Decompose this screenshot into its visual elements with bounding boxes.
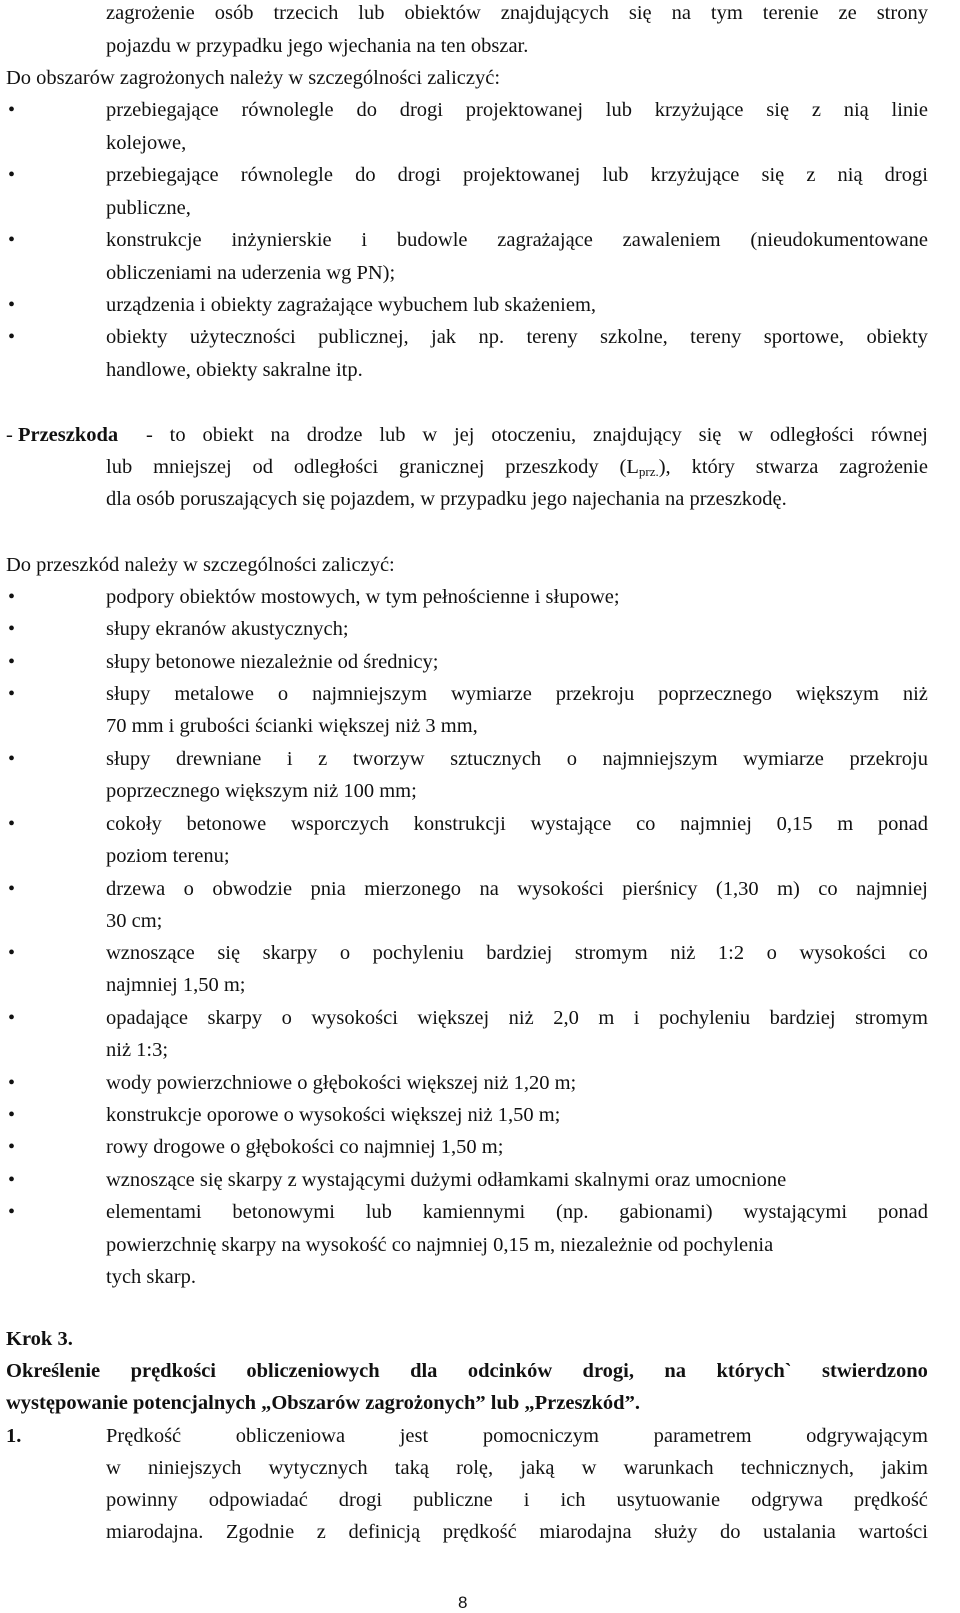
- list-item-line: słupy betonowe niezależnie od średnicy;: [106, 651, 439, 673]
- point-line-4: miarodajna. Zgodnie z definicją prędkość miarodajna służy do ustalania wartości: [106, 1521, 928, 1543]
- list-item-line: podpory obiektów mostowych, w tym pełnościenne i słupowe;: [106, 586, 620, 608]
- bullet-icon: •: [8, 294, 16, 316]
- subscript-prz: prz.: [638, 464, 659, 479]
- list-item-line: opadające skarpy o wysokości większej niż 2,0 m i pochyleniu bardziej stromym: [106, 1007, 928, 1029]
- list-item-line: przebiegające równolegle do drogi projektowanej lub krzyżujące się z nią drogi: [106, 164, 928, 186]
- step-title-line-1: Określenie prędkości obliczeniowych dla odcinków drogi, na których` stwierdzono: [6, 1360, 928, 1382]
- bullet-icon: •: [8, 1104, 16, 1126]
- intro-line-1: zagrożenie osób trzecich lub obiektów znajdujących się na tym terenie ze strony: [106, 2, 928, 24]
- page-number: 8: [458, 1593, 468, 1612]
- bullet-icon: •: [8, 164, 16, 186]
- point-line-3: powinny odpowiadać drogi publiczne i ich usytuowanie odgrywa prędkość: [106, 1489, 928, 1511]
- list-item-line: 30 cm;: [106, 910, 163, 932]
- bullet-icon: •: [8, 1072, 16, 1094]
- list-item-line: kolejowe,: [106, 132, 187, 154]
- bullet-icon: •: [8, 586, 16, 608]
- list-item-line: powierzchnię skarpy na wysokość co najmniej 0,15 m, niezależnie od pochylenia: [106, 1234, 774, 1256]
- list-item-line: rowy drogowe o głębokości co najmniej 1,50 m;: [106, 1136, 504, 1158]
- list-item-line: niż 1:3;: [106, 1039, 169, 1061]
- list-item-line: wznoszące się skarpy z wystającymi dużymi odłamkami skalnymi oraz umocnione: [106, 1169, 787, 1191]
- bullet-icon: •: [8, 683, 16, 705]
- bullet-icon: •: [8, 99, 16, 121]
- obstacles-heading: Do przeszkód należy w szczególności zaliczyć:: [6, 554, 395, 576]
- list-item-line: wody powierzchniowe o głębokości większej niż 1,20 m;: [106, 1072, 577, 1094]
- list-item-line: najmniej 1,50 m;: [106, 974, 246, 996]
- list-item-line: słupy ekranów akustycznych;: [106, 618, 349, 640]
- list-item-line: poziom terenu;: [106, 845, 230, 867]
- list-item-line: publiczne,: [106, 197, 191, 219]
- step-label: Krok 3.: [6, 1328, 73, 1350]
- list-item-line: konstrukcje oporowe o wysokości większej niż 1,50 m;: [106, 1104, 561, 1126]
- bullet-icon: •: [8, 229, 16, 251]
- bullet-icon: •: [8, 748, 16, 770]
- list-item-line: wznoszące się skarpy o pochyleniu bardziej stromym niż 1:2 o wysokości co: [106, 942, 928, 964]
- list-item-line: obiekty użyteczności publicznej, jak np. tereny szkolne, tereny sportowe, obiekty: [106, 326, 928, 348]
- list-item-line: drzewa o obwodzie pnia mierzonego na wysokości pierśnicy (1,30 m) co najmniej: [106, 878, 928, 900]
- list-item-line: urządzenia i obiekty zagrażające wybuchem lub skażeniem,: [106, 294, 597, 316]
- definition-line-1: - to obiekt na drodze lub w jej otoczeniu, znajdujący się w odległości równej: [146, 424, 928, 446]
- list-item-line: słupy drewniane i z tworzyw sztucznych o najmniejszym wymiarze przekroju: [106, 748, 928, 770]
- point-number: 1.: [6, 1425, 22, 1447]
- bullet-icon: •: [8, 813, 16, 835]
- bullet-icon: •: [8, 1169, 16, 1191]
- point-line-1: Prędkość obliczeniowa jest pomocniczym parametrem odgrywającym: [106, 1425, 928, 1447]
- list-item-line: obliczeniami na uderzenia wg PN);: [106, 262, 396, 284]
- list-item-line: elementami betonowymi lub kamiennymi (np. gabionami) wystającymi ponad: [106, 1201, 928, 1223]
- bullet-icon: •: [8, 1136, 16, 1158]
- bullet-icon: •: [8, 1201, 16, 1223]
- definition-line-2: lub mniejszej od odległości granicznej przeszkody $(L_{prz.})$, który stwarza zagrożenie: [106, 456, 928, 479]
- list-item-line: handlowe, obiekty sakralne itp.: [106, 359, 363, 381]
- list-item-line: konstrukcje inżynierskie i budowle zagrażające zawaleniem (nieudokumentowane: [106, 229, 928, 251]
- step-title-line-2: występowanie potencjalnych „Obszarów zagrożonych” lub „Przeszkód”.: [6, 1392, 640, 1414]
- list-item-line: przebiegające równolegle do drogi projektowanej lub krzyżujące się z nią linie: [106, 99, 928, 121]
- danger-areas-heading: Do obszarów zagrożonych należy w szczególności zaliczyć:: [6, 67, 501, 89]
- list-item-line: poprzecznego większym niż 100 mm;: [106, 780, 417, 802]
- definition-term: Przeszkoda: [17, 424, 119, 446]
- bullet-icon: •: [8, 1007, 16, 1029]
- bullet-icon: •: [8, 942, 16, 964]
- bullet-icon: •: [8, 651, 16, 673]
- list-item-line: tych skarp.: [106, 1266, 196, 1288]
- point-line-2: w niniejszych wytycznych taką rolę, jaką w warunkach technicznych, jakim: [106, 1457, 928, 1479]
- list-item-line: 70 mm i grubości ścianki większej niż 3 mm,: [106, 715, 478, 737]
- bullet-icon: •: [8, 326, 16, 348]
- definition-dash: -: [6, 424, 13, 446]
- bullet-icon: •: [8, 618, 16, 640]
- list-item-line: cokoły betonowe wsporczych konstrukcji wystające co najmniej 0,15 m ponad: [106, 813, 928, 835]
- definition-line-3: dla osób poruszających się pojazdem, w przypadku jego najechania na przeszkodę.: [106, 488, 787, 510]
- intro-line-2: pojazdu w przypadku jego wjechania na ten obszar.: [106, 35, 529, 57]
- bullet-icon: •: [8, 878, 16, 900]
- list-item-line: słupy metalowe o najmniejszym wymiarze przekroju poprzecznego większym niż: [106, 683, 928, 705]
